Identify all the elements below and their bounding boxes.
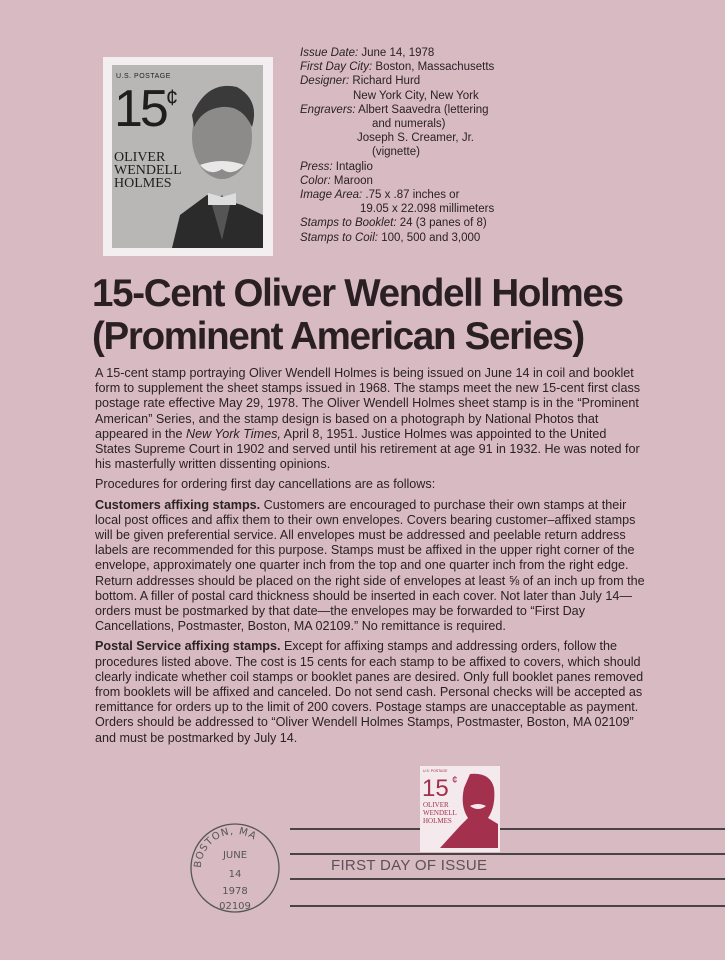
affixed-stamp bbox=[420, 766, 500, 852]
postmark-month: JUNE bbox=[222, 850, 248, 861]
stamp-value: 15¢ bbox=[114, 80, 176, 138]
cancel-line bbox=[290, 878, 725, 880]
stamp-country: U.S. POSTAGE bbox=[423, 769, 448, 773]
cancel-line bbox=[500, 828, 725, 830]
stamp-illustration bbox=[103, 57, 273, 256]
first-day-of-issue-text: FIRST DAY OF ISSUE bbox=[331, 857, 488, 874]
postmark bbox=[187, 820, 283, 916]
page-title: 15-Cent Oliver Wendell Holmes (Prominent American Series) bbox=[92, 272, 623, 358]
stamp-country: U.S. POSTAGE bbox=[116, 73, 171, 80]
stamp-cent: ¢ bbox=[452, 775, 458, 786]
stamp-name-line: WENDELL bbox=[423, 809, 457, 817]
cancel-line bbox=[290, 828, 420, 830]
postmark-day: 14 bbox=[228, 869, 242, 880]
stamp-name: OLIVER WENDELL HOLMES bbox=[114, 150, 182, 191]
stamp-details: Issue Date: June 14, 1978 First Day City: Boston, Massachusetts Designer: Richard Hurd New York City, New York Engravers: Albert Saavedra (lettering and numerals) Joseph S. Creamer, Jr. (vignette) Press: Intaglio Color: Maroon Image Area: .75 x .87 inches or 19.05 x 22.098 millimeters Stamps to Booklet: 24 (3 panes of 8) Stamps to Coil: 100, 500 and 3,000 bbox=[300, 47, 495, 244]
stamp-value: 15 bbox=[422, 775, 449, 802]
postmark-zip: 02109 bbox=[219, 901, 251, 912]
stamp-name-line: HOLMES bbox=[423, 817, 452, 825]
postmark-city: BOSTON, MA bbox=[192, 825, 259, 869]
stamp-name-line: OLIVER bbox=[423, 801, 449, 809]
body-text: A 15-cent stamp portraying Oliver Wendell Holmes is being issued on June 14 in coil and booklet form to supplement the sheet stamps issued in 1968. The stamps meet the new 15-cent first class postage rate effective May 29, 1978. The Oliver Wendell Holmes sheet stamp is in the “Prominent American” Series, and the stamp design is based on a photograph by National Photos that appeared in the New York Times, April 8, 1951. Justice Holmes was appointed to the United States Supreme Court in 1902 and served until his retirement at age 91 in 1932. He was noted for his masterfully written dissenting opinions. Procedures for ordering first day cancellations are as follows: Customers affixing stamps. Customers are encouraged to purchase their own stamps at their local post offices and affix them to their own envelopes. Covers bearing customer–affixed stamps will be given preferential service. All envelopes must be addressed and peelable return address labels are recommended for this purpose. Stamps must be affixed in the upper right corner of the envelope, approximately one quarter inch from the top and one quarter inch from the right edge. Return addresses should be placed on the right side of envelopes at least ⅝ of an inch up from the bottom. A filler of postal card thickness should be inserted in each cover. Not later than July 14—orders must be postmarked by that date—the envelopes may be forwarded to “First Day Cancellations, Postmaster, Boston, MA 02109.” No remittance is required. Postal Service affixing stamps. Except for affixing stamps and addressing orders, follow the procedures listed above. The cost is 15 cents for each stamp to be affixed to covers, which should clearly indicate whether coil stamps or booklet panes are desired. Only full booklet panes removed from booklets will be affixed and canceled. Do not send cash. Personal checks will be accepted as remittance for orders up to the limit of 200 covers. Postage stamps are unacceptable as payment. Orders should be addressed to “Oliver Wendell Holmes Stamps, Postmaster, Boston, MA 02109” and must be postmarked by July 14. bbox=[95, 366, 645, 745]
svg-text:BOSTON, MA bbox=[193, 826, 259, 868]
cancel-line bbox=[290, 853, 725, 855]
cancel-line bbox=[290, 905, 725, 907]
postmark-year: 1978 bbox=[222, 886, 248, 897]
